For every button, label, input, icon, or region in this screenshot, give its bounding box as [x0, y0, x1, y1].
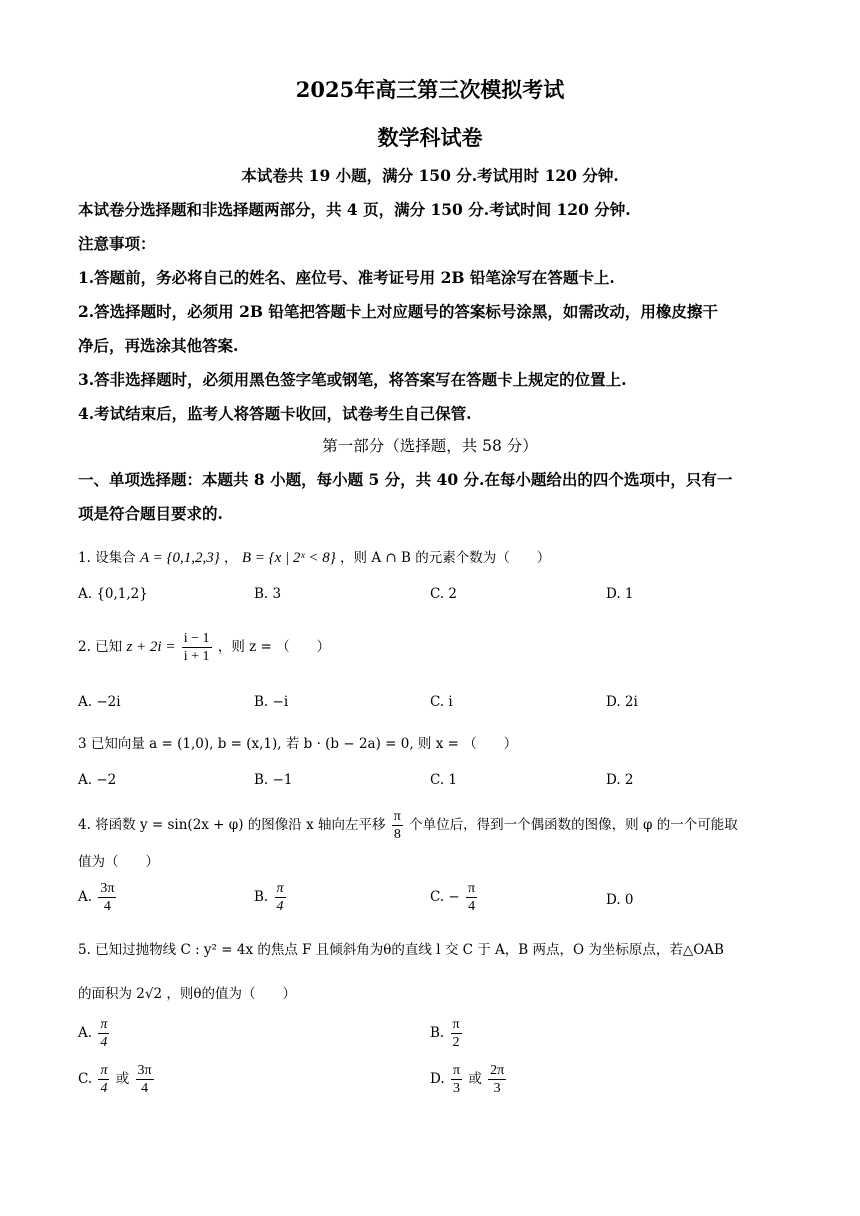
q1-set-b: B = {x | 2ˣ < 8}	[241, 550, 336, 566]
q2-option-c[interactable]: C. i	[430, 694, 453, 710]
q4-option-c-label: C. −	[430, 889, 460, 905]
q5-option-c-join: 或	[115, 1071, 130, 1087]
q5-option-b-label: B.	[430, 1025, 445, 1041]
q5-option-d-den: 3	[452, 1081, 460, 1096]
q3-option-c[interactable]: C. 1	[430, 772, 458, 788]
q2-fraction-den: i + 1	[183, 649, 210, 664]
q4-option-a-num: 3π	[100, 881, 115, 896]
q4-option-a-label: A.	[78, 889, 93, 905]
question-2-stem	[78, 630, 790, 665]
question-3-stem: 3 已知向量 a = (1,0), b = (x,1), 若 b · (b − 2a) = 0, 则 x = （ ）	[78, 736, 518, 752]
q4-option-c-num: π	[468, 881, 476, 896]
q2-fraction	[182, 630, 212, 665]
q5-option-a-label: A.	[78, 1025, 93, 1041]
intro-line-2: 本试卷分选择题和非选择题两部分，共 4 页，满分 150 分.考试时间 120 分钟.	[78, 200, 631, 219]
q2-suffix: ，则 z = （ ）	[217, 639, 331, 655]
section-b: 项是符合题目要求的.	[78, 504, 223, 523]
q1-option-a[interactable]: A. {0,1,2}	[78, 586, 148, 602]
q4-shift-fraction	[392, 808, 403, 843]
q1-option-c[interactable]: C. 2	[430, 586, 458, 602]
q5-option-d-join: 或	[468, 1071, 482, 1087]
rule-2b: 净后，再选涂其他答案.	[78, 336, 239, 355]
q2-lhs: z + 2i =	[126, 639, 176, 655]
q3-option-a[interactable]: A. −2	[78, 772, 117, 788]
rule-4: 4.考试结束后，监考人将答题卡收回，试卷考生自己保管.	[78, 404, 472, 423]
q2-option-a[interactable]: A. −2i	[78, 694, 121, 710]
q5-option-c-den2: 4	[141, 1081, 149, 1096]
q5-option-d[interactable]	[430, 1062, 508, 1097]
q5-option-a-den: 4	[100, 1035, 108, 1050]
rule-1: 1.答题前，务必将自己的姓名、座位号、准考证号用 2B 铅笔涂写在答题卡上.	[78, 268, 615, 287]
q4-suffix: 个单位后，得到一个偶函数的图像，则 φ 的一个可能取	[409, 817, 738, 833]
q5-option-d-num2: 2π	[490, 1063, 505, 1078]
exam-subtitle: 数学科试卷	[377, 125, 483, 150]
q1-suffix: ，则 A ∩ B 的元素个数为（ ）	[340, 550, 551, 566]
notice-heading: 注意事项：	[78, 234, 156, 253]
q4-option-b-num: π	[276, 881, 284, 896]
q4-shift-den: 8	[393, 827, 401, 842]
q4-option-c[interactable]	[430, 880, 479, 915]
q5-option-c-num: π	[100, 1063, 108, 1078]
q2-option-b[interactable]: B. −i	[254, 694, 289, 710]
q4-option-b-den: 4	[276, 899, 284, 914]
q5-option-d-den2: 3	[493, 1081, 501, 1096]
q3-option-d[interactable]: D. 2	[606, 772, 634, 788]
section-a: 一、单项选择题：本题共 8 小题，每小题 5 分，共 40 分.在每小题给出的四个选项中，只有一	[78, 470, 733, 489]
q5-option-d-label: D.	[430, 1071, 445, 1087]
q2-option-d[interactable]: D. 2i	[606, 694, 638, 710]
q1-option-d[interactable]: D. 1	[606, 586, 634, 602]
q5-option-c-num2: 3π	[137, 1063, 152, 1078]
intro-line-1: 本试卷共 19 小题，满分 150 分.考试用时 120 分钟.	[241, 166, 619, 185]
q4-option-d[interactable]	[606, 892, 634, 908]
question-5-line2: 的面积为 2√2 ，则θ的值为（ ）	[78, 986, 296, 1002]
rule-2a: 2.答选择题时，必须用 2B 铅笔把答题卡上对应题号的答案标号涂黑，如需改动，用橡皮擦干	[78, 302, 718, 321]
q1-set-a: A = {0,1,2,3}	[139, 550, 220, 566]
q5-option-d-num: π	[452, 1063, 461, 1078]
question-4-stem	[78, 808, 790, 843]
q5-option-b-den: 2	[452, 1035, 460, 1050]
q4-prefix: 4. 将函数 y = sin(2x + φ) 的图像沿 x 轴向左平移	[78, 817, 386, 833]
question-5-line1: 5. 已知过抛物线 C : y² = 4x 的焦点 F 且倾斜角为θ的直线 l 交 C 于 A，B 两点，O 为坐标原点，若△OAB	[78, 942, 724, 958]
q2-prefix: 2. 已知	[78, 639, 123, 655]
part1-heading: 第一部分（选择题，共 58 分）	[322, 437, 538, 455]
q5-option-a-num: π	[100, 1017, 108, 1032]
q4-option-a-den: 4	[103, 899, 111, 914]
q4-option-a[interactable]	[78, 880, 118, 915]
question-1-stem: 1. 设集合 A = {0,1,2,3} ， B = {x | 2ˣ < 8} ，则 A ∩ B 的元素个数为（ ）	[78, 550, 551, 566]
q5-option-c[interactable]	[78, 1062, 156, 1097]
q1-prefix: 1. 设集合	[78, 550, 136, 566]
q5-option-b-num: π	[452, 1017, 460, 1032]
q4-option-b[interactable]	[254, 880, 288, 915]
q4-option-c-den: 4	[468, 899, 476, 914]
question-4-line2: 值为（ ）	[78, 854, 159, 870]
rule-3: 3.答非选择题时，必须用黑色签字笔或钢笔，将答案写在答题卡上规定的位置上.	[78, 370, 627, 389]
q4-option-b-label: B.	[254, 889, 269, 905]
q4-option-d-label: D. 0	[606, 892, 634, 908]
q2-fraction-num: i − 1	[183, 631, 210, 646]
q3-option-b[interactable]: B. −1	[254, 772, 293, 788]
q4-shift-num: π	[393, 809, 401, 824]
q5-option-a[interactable]	[78, 1016, 111, 1051]
q5-option-c-den: 4	[100, 1081, 108, 1096]
q1-option-b[interactable]: B. 3	[254, 586, 282, 602]
exam-title: 2025年高三第三次模拟考试	[295, 77, 565, 102]
q5-option-c-label: C.	[78, 1071, 93, 1087]
q5-option-b[interactable]	[430, 1016, 464, 1051]
